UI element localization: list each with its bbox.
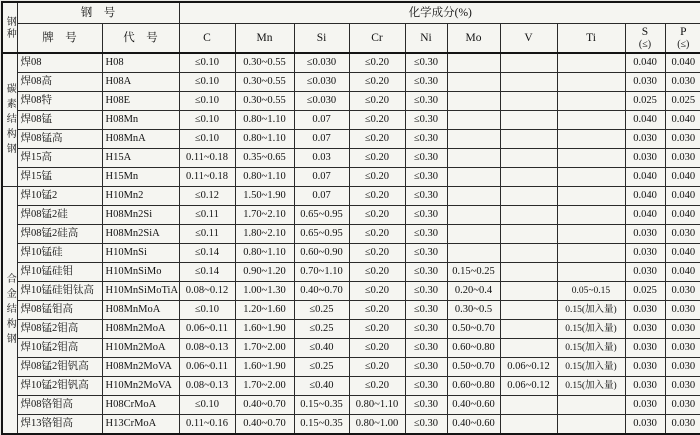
cell-P: 0.030 xyxy=(665,149,700,168)
sulfur-limit-sign: (≤) xyxy=(627,39,664,51)
cell-Cr: ≤0.20 xyxy=(349,377,405,396)
cell-Ti: 0.15(加入量) xyxy=(557,320,625,339)
cell-Mo xyxy=(447,92,500,111)
cell-brand: 焊10锰2 xyxy=(17,187,102,206)
cell-C: 0.06~0.11 xyxy=(179,358,235,377)
cell-brand: 焊08高 xyxy=(17,73,102,92)
cell-Mn: 0.80~1.10 xyxy=(235,244,294,263)
cell-Ni: ≤0.30 xyxy=(405,358,447,377)
table-row xyxy=(2,225,700,244)
cell-Ti xyxy=(557,225,625,244)
cell-Mo: 0.30~0.5 xyxy=(447,301,500,320)
col-header-phosphorus xyxy=(665,24,700,54)
col-header-element-si: Si xyxy=(294,24,349,54)
cell-C: 0.08~0.13 xyxy=(179,339,235,358)
cell-brand: 焊10锰2钼高 xyxy=(17,339,102,358)
cell-code: H08MnA xyxy=(102,130,179,149)
cell-V: 0.06~0.12 xyxy=(500,358,557,377)
col-header-composition: 化学成分(%) xyxy=(179,2,700,24)
cell-Ni: ≤0.30 xyxy=(405,206,447,225)
cell-V xyxy=(500,53,557,73)
cell-Ti xyxy=(557,263,625,282)
cell-P: 0.040 xyxy=(665,168,700,187)
cell-Mn: 1.00~1.30 xyxy=(235,282,294,301)
cell-Cr: ≤0.20 xyxy=(349,339,405,358)
cell-V xyxy=(500,301,557,320)
cell-code: H10MnSiMo xyxy=(102,263,179,282)
cell-P: 0.040 xyxy=(665,111,700,130)
cell-Ni: ≤0.30 xyxy=(405,53,447,73)
steel-group-label-1: 合金结构钢 xyxy=(2,187,17,435)
table-row xyxy=(2,168,700,187)
table-row xyxy=(2,244,700,263)
cell-Ni: ≤0.30 xyxy=(405,320,447,339)
cell-Si: 0.03 xyxy=(294,149,349,168)
cell-Cr: 0.80~1.10 xyxy=(349,396,405,415)
cell-brand: 焊13铬钼高 xyxy=(17,415,102,435)
cell-C: ≤0.10 xyxy=(179,396,235,415)
table-row xyxy=(2,206,700,225)
col-header-element-ni: Ni xyxy=(405,24,447,54)
col-header-code: 代 号 xyxy=(102,24,179,54)
cell-V xyxy=(500,415,557,435)
cell-Si: 0.40~0.70 xyxy=(294,282,349,301)
cell-V xyxy=(500,225,557,244)
cell-Cr: ≤0.20 xyxy=(349,244,405,263)
cell-Cr: ≤0.20 xyxy=(349,73,405,92)
table-row xyxy=(2,301,700,320)
cell-Ti xyxy=(557,111,625,130)
cell-code: H10MnSi xyxy=(102,244,179,263)
cell-C: ≤0.10 xyxy=(179,53,235,73)
cell-Si: 0.65~0.95 xyxy=(294,206,349,225)
cell-Ni: ≤0.30 xyxy=(405,244,447,263)
cell-Ti: 0.15(加入量) xyxy=(557,301,625,320)
cell-Mo xyxy=(447,53,500,73)
cell-code: H15A xyxy=(102,149,179,168)
cell-brand: 焊08锰2钼高 xyxy=(17,320,102,339)
cell-C: 0.08~0.12 xyxy=(179,282,235,301)
cell-Cr: ≤0.20 xyxy=(349,358,405,377)
cell-S: 0.030 xyxy=(625,358,665,377)
cell-Mn: 0.90~1.20 xyxy=(235,263,294,282)
cell-Mn: 0.80~1.10 xyxy=(235,111,294,130)
cell-brand: 焊08锰钼高 xyxy=(17,301,102,320)
cell-Ni: ≤0.30 xyxy=(405,282,447,301)
cell-Mn: 0.30~0.55 xyxy=(235,53,294,73)
cell-Si: 0.07 xyxy=(294,111,349,130)
cell-V xyxy=(500,282,557,301)
cell-P: 0.040 xyxy=(665,206,700,225)
cell-P: 0.030 xyxy=(665,358,700,377)
cell-Ni: ≤0.30 xyxy=(405,377,447,396)
cell-code: H15Mn xyxy=(102,168,179,187)
cell-C: 0.11~0.18 xyxy=(179,168,235,187)
cell-V xyxy=(500,244,557,263)
table-body xyxy=(2,53,700,434)
col-header-sulfur xyxy=(625,24,665,54)
header-row-sub xyxy=(2,24,700,54)
cell-S: 0.025 xyxy=(625,92,665,111)
cell-brand: 焊08锰高 xyxy=(17,130,102,149)
cell-Mo xyxy=(447,149,500,168)
cell-Ti xyxy=(557,206,625,225)
cell-P: 0.030 xyxy=(665,73,700,92)
cell-V: 0.06~0.12 xyxy=(500,377,557,396)
cell-Mo: 0.50~0.70 xyxy=(447,320,500,339)
cell-Ni: ≤0.30 xyxy=(405,111,447,130)
cell-Si: 0.07 xyxy=(294,187,349,206)
cell-Ni: ≤0.30 xyxy=(405,130,447,149)
table-row xyxy=(2,282,700,301)
cell-Mo xyxy=(447,130,500,149)
cell-S: 0.040 xyxy=(625,111,665,130)
cell-Mo: 0.40~0.60 xyxy=(447,415,500,435)
cell-code: H08E xyxy=(102,92,179,111)
cell-brand: 焊10锰硅钼 xyxy=(17,263,102,282)
cell-V xyxy=(500,396,557,415)
cell-C: ≤0.11 xyxy=(179,206,235,225)
cell-code: H10Mn2 xyxy=(102,187,179,206)
cell-Cr: ≤0.20 xyxy=(349,92,405,111)
col-header-steel-number: 钢 号 xyxy=(17,2,179,24)
col-header-element-cr: Cr xyxy=(349,24,405,54)
cell-Cr: ≤0.20 xyxy=(349,168,405,187)
cell-code: H10Mn2MoA xyxy=(102,339,179,358)
steel-wire-composition-table xyxy=(1,1,700,435)
table-row xyxy=(2,53,700,73)
cell-code: H08Mn2SiA xyxy=(102,225,179,244)
cell-Mn: 1.50~1.90 xyxy=(235,187,294,206)
cell-Si: ≤0.25 xyxy=(294,320,349,339)
cell-C: 0.11~0.16 xyxy=(179,415,235,435)
cell-S: 0.030 xyxy=(625,320,665,339)
cell-S: 0.030 xyxy=(625,301,665,320)
cell-Ti xyxy=(557,396,625,415)
cell-Mo: 0.40~0.60 xyxy=(447,396,500,415)
cell-Mo xyxy=(447,225,500,244)
cell-Mo: 0.60~0.80 xyxy=(447,339,500,358)
cell-Cr: ≤0.20 xyxy=(349,282,405,301)
cell-Ni: ≤0.30 xyxy=(405,73,447,92)
cell-Si: ≤0.40 xyxy=(294,377,349,396)
col-header-element-mo: Mo xyxy=(447,24,500,54)
cell-Mn: 0.30~0.55 xyxy=(235,73,294,92)
cell-Mn: 1.80~2.10 xyxy=(235,225,294,244)
cell-P: 0.030 xyxy=(665,301,700,320)
cell-Ti xyxy=(557,92,625,111)
cell-S: 0.040 xyxy=(625,168,665,187)
cell-Si: ≤0.25 xyxy=(294,301,349,320)
cell-Si: 0.07 xyxy=(294,130,349,149)
cell-P: 0.030 xyxy=(665,396,700,415)
col-header-element-c: C xyxy=(179,24,235,54)
table-header xyxy=(2,2,700,53)
cell-C: 0.08~0.13 xyxy=(179,377,235,396)
cell-V xyxy=(500,168,557,187)
cell-S: 0.030 xyxy=(625,263,665,282)
cell-Cr: ≤0.20 xyxy=(349,130,405,149)
col-header-steel-type: 钢种 xyxy=(2,2,17,53)
cell-Mn: 1.20~1.60 xyxy=(235,301,294,320)
cell-Ti: 0.15(加入量) xyxy=(557,377,625,396)
cell-brand: 焊08锰2硅 xyxy=(17,206,102,225)
table-row xyxy=(2,130,700,149)
cell-Ni: ≤0.30 xyxy=(405,339,447,358)
cell-V xyxy=(500,92,557,111)
table-row xyxy=(2,415,700,435)
phosphorus-limit-sign: (≤) xyxy=(667,39,700,51)
cell-Si: 0.60~0.90 xyxy=(294,244,349,263)
cell-Mo xyxy=(447,168,500,187)
cell-Ni: ≤0.30 xyxy=(405,301,447,320)
cell-C: ≤0.12 xyxy=(179,187,235,206)
cell-V xyxy=(500,263,557,282)
cell-Si: ≤0.40 xyxy=(294,339,349,358)
cell-S: 0.030 xyxy=(625,377,665,396)
cell-brand: 焊15高 xyxy=(17,149,102,168)
cell-Cr: ≤0.20 xyxy=(349,320,405,339)
cell-Mn: 1.70~2.10 xyxy=(235,206,294,225)
cell-Si: ≤0.030 xyxy=(294,73,349,92)
cell-brand: 焊08铬钼高 xyxy=(17,396,102,415)
cell-Mn: 0.80~1.10 xyxy=(235,168,294,187)
cell-Mo xyxy=(447,244,500,263)
cell-Si: 0.15~0.35 xyxy=(294,415,349,435)
cell-V xyxy=(500,73,557,92)
cell-P: 0.040 xyxy=(665,187,700,206)
cell-V xyxy=(500,149,557,168)
cell-S: 0.040 xyxy=(625,206,665,225)
cell-Ni: ≤0.30 xyxy=(405,225,447,244)
cell-Mn: 1.70~2.00 xyxy=(235,377,294,396)
cell-code: H08Mn2MoVA xyxy=(102,358,179,377)
cell-C: 0.11~0.18 xyxy=(179,149,235,168)
cell-C: ≤0.10 xyxy=(179,92,235,111)
cell-Ni: ≤0.30 xyxy=(405,187,447,206)
sulfur-symbol: S xyxy=(627,26,664,39)
cell-Ni: ≤0.30 xyxy=(405,263,447,282)
cell-code: H13CrMoA xyxy=(102,415,179,435)
cell-brand: 焊08特 xyxy=(17,92,102,111)
cell-Mo xyxy=(447,206,500,225)
cell-P: 0.030 xyxy=(665,225,700,244)
cell-C: ≤0.10 xyxy=(179,111,235,130)
cell-Mo: 0.15~0.25 xyxy=(447,263,500,282)
cell-brand: 焊15锰 xyxy=(17,168,102,187)
cell-code: H10MnSiMoTiA xyxy=(102,282,179,301)
cell-Ti xyxy=(557,149,625,168)
cell-brand: 焊08锰 xyxy=(17,111,102,130)
cell-Ti xyxy=(557,73,625,92)
cell-brand: 焊10锰硅 xyxy=(17,244,102,263)
cell-Mn: 0.40~0.70 xyxy=(235,415,294,435)
cell-C: ≤0.14 xyxy=(179,263,235,282)
table-row xyxy=(2,339,700,358)
cell-Si: ≤0.25 xyxy=(294,358,349,377)
cell-P: 0.030 xyxy=(665,377,700,396)
cell-Cr: 0.80~1.00 xyxy=(349,415,405,435)
cell-Mn: 0.40~0.70 xyxy=(235,396,294,415)
cell-Cr: ≤0.20 xyxy=(349,225,405,244)
cell-S: 0.030 xyxy=(625,415,665,435)
cell-P: 0.030 xyxy=(665,339,700,358)
cell-S: 0.030 xyxy=(625,225,665,244)
cell-Ti xyxy=(557,187,625,206)
cell-C: ≤0.10 xyxy=(179,73,235,92)
table-row xyxy=(2,263,700,282)
cell-brand: 焊08锰2钼钒高 xyxy=(17,358,102,377)
cell-brand: 焊10锰硅钼钛高 xyxy=(17,282,102,301)
cell-P: 0.040 xyxy=(665,53,700,73)
cell-code: H08A xyxy=(102,73,179,92)
col-header-element-v: V xyxy=(500,24,557,54)
cell-V xyxy=(500,320,557,339)
table-row xyxy=(2,320,700,339)
table-row xyxy=(2,377,700,396)
cell-Mo xyxy=(447,73,500,92)
table-row xyxy=(2,187,700,206)
cell-Ti xyxy=(557,415,625,435)
cell-S: 0.030 xyxy=(625,244,665,263)
cell-V xyxy=(500,339,557,358)
cell-S: 0.030 xyxy=(625,130,665,149)
cell-S: 0.030 xyxy=(625,396,665,415)
cell-Ti xyxy=(557,168,625,187)
cell-Cr: ≤0.20 xyxy=(349,206,405,225)
cell-Mo: 0.60~0.80 xyxy=(447,377,500,396)
cell-V xyxy=(500,187,557,206)
cell-Mo xyxy=(447,111,500,130)
cell-V xyxy=(500,111,557,130)
cell-Cr: ≤0.20 xyxy=(349,111,405,130)
cell-code: H08MnMoA xyxy=(102,301,179,320)
cell-Cr: ≤0.20 xyxy=(349,149,405,168)
cell-Mn: 1.60~1.90 xyxy=(235,358,294,377)
cell-Mn: 0.35~0.65 xyxy=(235,149,294,168)
phosphorus-symbol: P xyxy=(667,26,700,39)
table-row xyxy=(2,92,700,111)
cell-Ni: ≤0.30 xyxy=(405,396,447,415)
col-header-brand: 牌 号 xyxy=(17,24,102,54)
col-header-element-ti: Ti xyxy=(557,24,625,54)
cell-Cr: ≤0.20 xyxy=(349,187,405,206)
cell-Ni: ≤0.30 xyxy=(405,92,447,111)
cell-P: 0.040 xyxy=(665,263,700,282)
cell-Ti xyxy=(557,53,625,73)
cell-Ti: 0.15(加入量) xyxy=(557,339,625,358)
cell-C: ≤0.10 xyxy=(179,130,235,149)
cell-Si: 0.07 xyxy=(294,168,349,187)
cell-C: ≤0.10 xyxy=(179,301,235,320)
cell-Ti: 0.05~0.15 xyxy=(557,282,625,301)
cell-Si: ≤0.030 xyxy=(294,53,349,73)
cell-Mo: 0.50~0.70 xyxy=(447,358,500,377)
table-row xyxy=(2,396,700,415)
cell-code: H08CrMoA xyxy=(102,396,179,415)
cell-Ti xyxy=(557,244,625,263)
cell-Ni: ≤0.30 xyxy=(405,415,447,435)
cell-S: 0.030 xyxy=(625,73,665,92)
cell-Mn: 1.60~1.90 xyxy=(235,320,294,339)
cell-Mn: 1.70~2.00 xyxy=(235,339,294,358)
cell-code: H08Mn xyxy=(102,111,179,130)
cell-C: ≤0.11 xyxy=(179,225,235,244)
cell-Si: ≤0.030 xyxy=(294,92,349,111)
cell-Mn: 0.80~1.10 xyxy=(235,130,294,149)
header-row-top xyxy=(2,2,700,24)
cell-code: H08Mn2MoA xyxy=(102,320,179,339)
cell-P: 0.030 xyxy=(665,415,700,435)
cell-P: 0.040 xyxy=(665,244,700,263)
cell-Ti xyxy=(557,130,625,149)
cell-Mo xyxy=(447,187,500,206)
cell-Ni: ≤0.30 xyxy=(405,149,447,168)
cell-Si: 0.15~0.35 xyxy=(294,396,349,415)
cell-Ni: ≤0.30 xyxy=(405,168,447,187)
cell-P: 0.025 xyxy=(665,92,700,111)
cell-Mo: 0.20~0.4 xyxy=(447,282,500,301)
cell-C: 0.06~0.11 xyxy=(179,320,235,339)
cell-P: 0.030 xyxy=(665,130,700,149)
cell-Ti: 0.15(加入量) xyxy=(557,358,625,377)
cell-V xyxy=(500,206,557,225)
cell-S: 0.040 xyxy=(625,187,665,206)
cell-Cr: ≤0.20 xyxy=(349,53,405,73)
col-header-element-mn: Mn xyxy=(235,24,294,54)
cell-brand: 焊08锰2硅高 xyxy=(17,225,102,244)
table-row xyxy=(2,358,700,377)
table-row xyxy=(2,111,700,130)
cell-Cr: ≤0.20 xyxy=(349,301,405,320)
cell-brand: 焊10锰2钼钒高 xyxy=(17,377,102,396)
steel-group-label-0: 碳素结构钢 xyxy=(2,53,17,187)
cell-code: H10Mn2MoVA xyxy=(102,377,179,396)
cell-V xyxy=(500,130,557,149)
cell-code: H08Mn2Si xyxy=(102,206,179,225)
cell-P: 0.030 xyxy=(665,320,700,339)
cell-S: 0.030 xyxy=(625,149,665,168)
cell-C: ≤0.14 xyxy=(179,244,235,263)
cell-Cr: ≤0.20 xyxy=(349,263,405,282)
cell-Si: 0.70~1.10 xyxy=(294,263,349,282)
table-row xyxy=(2,73,700,92)
table-row xyxy=(2,149,700,168)
cell-S: 0.030 xyxy=(625,339,665,358)
cell-code: H08 xyxy=(102,53,179,73)
cell-brand: 焊08 xyxy=(17,53,102,73)
cell-P: 0.030 xyxy=(665,282,700,301)
cell-Si: 0.65~0.95 xyxy=(294,225,349,244)
cell-Mn: 0.30~0.55 xyxy=(235,92,294,111)
cell-S: 0.025 xyxy=(625,282,665,301)
cell-S: 0.040 xyxy=(625,53,665,73)
